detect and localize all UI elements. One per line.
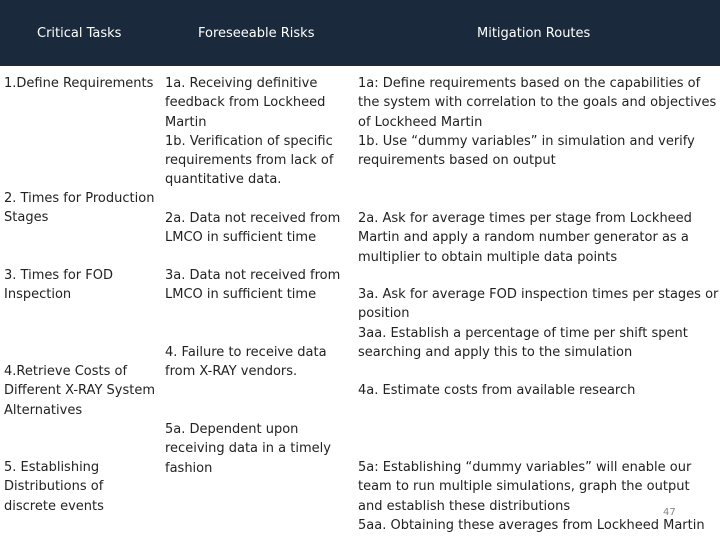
risk-3: 3a. Data not received from LMCO in sufficient time	[165, 268, 341, 303]
risk-4: 4. Failure to receive data from X-RAY vendors.	[165, 345, 327, 380]
header-critical-tasks: Critical Tasks	[37, 26, 122, 41]
risk-1: 1a. Receiving definitive feedback from Lockheed Martin 1b. Verification of specific requirements from lack of quantitative data.	[165, 76, 334, 188]
task-2: 2. Times for Production Stages	[4, 191, 155, 226]
risk-5: 5a. Dependent upon receiving data in a timely fashion	[165, 422, 331, 476]
task-4: 4.Retrieve Costs of Different X-RAY System Alternatives	[4, 364, 155, 418]
task-3: 3. Times for FOD Inspection	[4, 268, 113, 303]
page-number: 47	[663, 507, 676, 518]
mitigation-1: 1a: Define requirements based on the capabilities of the system with correlation to the goals and objectives of Lockheed Martin 1b. Use “dummy variables” in simulation and verify requirements based on output	[358, 76, 717, 169]
risk-2: 2a. Data not received from LMCO in sufficient time	[165, 211, 341, 246]
header-foreseeable-risks: Foreseeable Risks	[198, 26, 315, 41]
header-mitigation-routes: Mitigation Routes	[477, 26, 591, 41]
table-header	[0, 0, 720, 66]
mitigation-4: 4a. Estimate costs from available research	[358, 383, 636, 398]
mitigation-2: 2a. Ask for average times per stage from Lockheed Martin and apply a random number generator as a multiplier to obtain multiple data points	[358, 211, 692, 265]
task-1: 1.Define Requirements	[4, 76, 154, 91]
mitigation-3: 3a. Ask for average FOD inspection times per stages or position 3aa. Establish a percentage of time per shift spent searching and apply this to the simulation	[358, 287, 719, 360]
mitigation-5: 5a: Establishing “dummy variables” will enable our team to run multiple simulations, graph the output and establish these distributions 5aa. Obtaining these averages from Lockheed Martin	[358, 460, 705, 533]
task-5: 5. Establishing Distributions of discrete events	[4, 460, 104, 514]
